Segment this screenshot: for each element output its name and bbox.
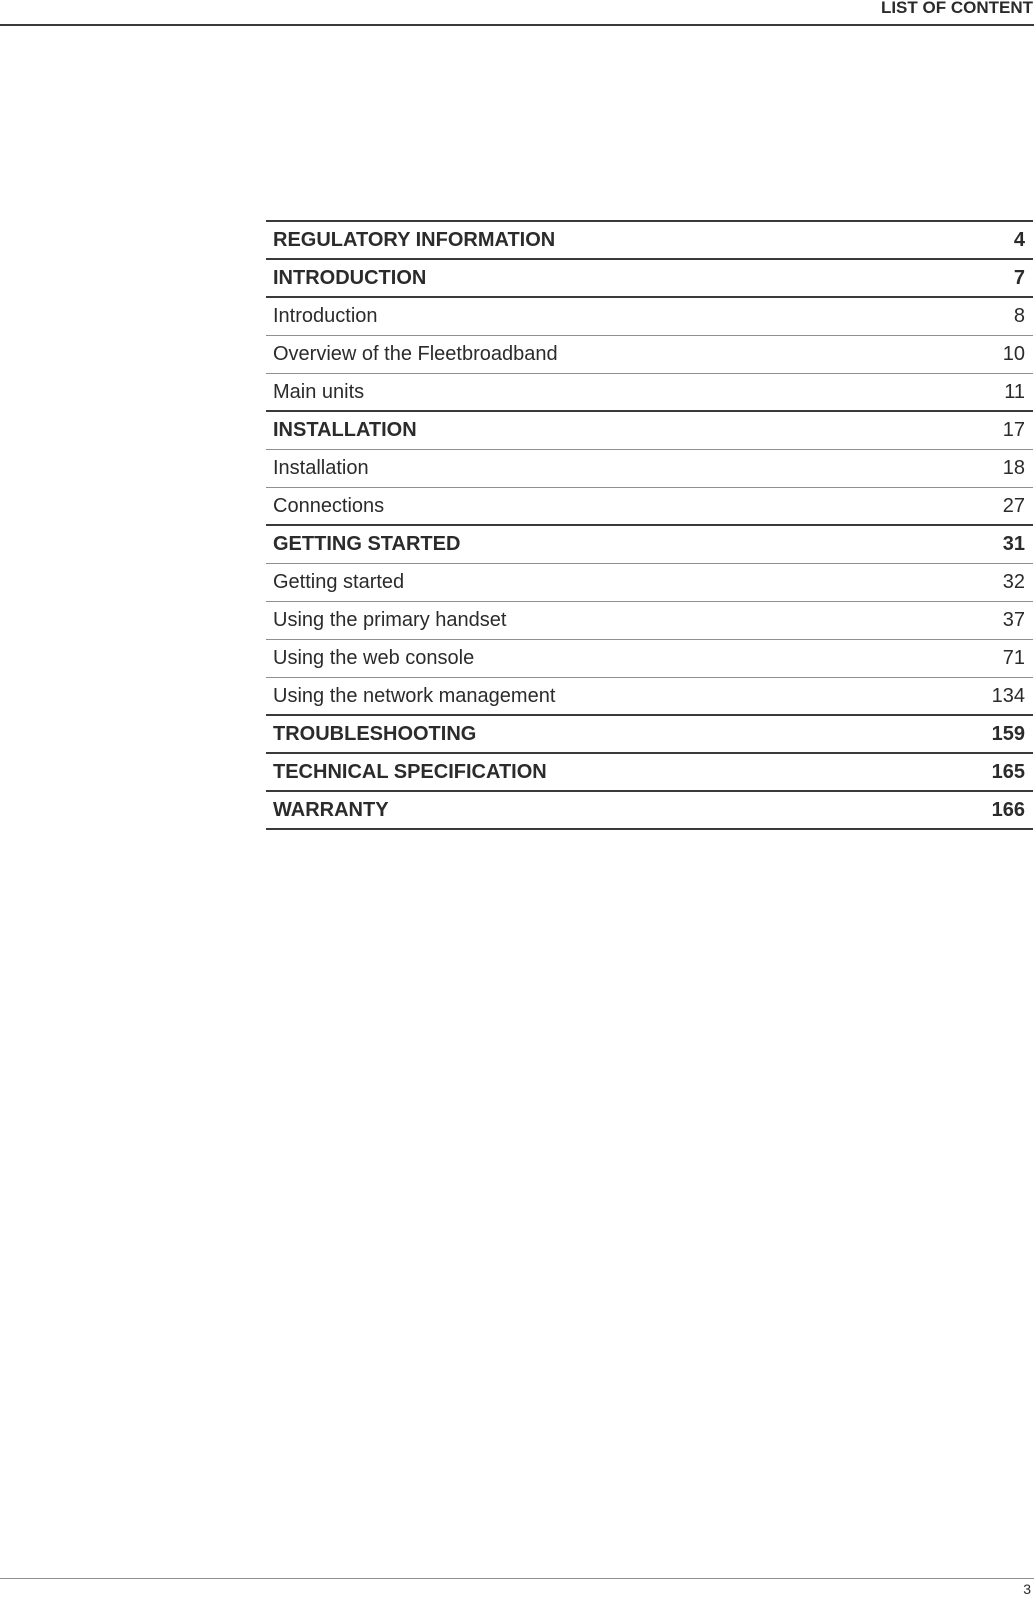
toc-entry-web-console[interactable] [266, 640, 1033, 678]
toc-entry-getting-started[interactable] [266, 564, 1033, 602]
toc-entry-page: 165 [991, 760, 1025, 783]
toc-entry-main-units[interactable] [266, 374, 1033, 412]
toc-entry-page: 18 [1002, 457, 1025, 479]
toc-entry-label: Getting started [273, 571, 405, 593]
page-number: 3 [1023, 1581, 1031, 1597]
toc-entry-page: 4 [1013, 228, 1025, 251]
toc-entry-primary-handset[interactable] [266, 602, 1033, 640]
toc-entry-label: GETTING STARTED [273, 533, 461, 555]
toc-section-troubleshooting[interactable] [266, 716, 1033, 754]
toc-section-regulatory-information[interactable] [266, 222, 1033, 260]
toc-entry-label: Using the web console [273, 647, 475, 669]
toc-entry-label: Using the network management [273, 684, 556, 707]
toc-section-warranty[interactable] [266, 792, 1033, 830]
toc-entry-label: Connections [273, 494, 385, 517]
toc-entry-network-management[interactable] [266, 678, 1033, 716]
toc-entry-page: 32 [1002, 571, 1025, 593]
toc-entry-page: 31 [1002, 533, 1025, 555]
toc-entry-page: 11 [1004, 380, 1025, 403]
toc-section-introduction[interactable] [266, 260, 1033, 298]
toc-entry-label: Main units [273, 380, 365, 403]
toc-entry-page: 166 [991, 798, 1025, 821]
toc-entry-page: 8 [1013, 305, 1025, 327]
page-footer [0, 1578, 1034, 1597]
toc-entry-page: 7 [1013, 266, 1025, 289]
toc-entry-label: Using the primary handset [273, 609, 507, 631]
toc-section-installation[interactable] [266, 412, 1033, 450]
toc-entry-page: 159 [991, 722, 1025, 745]
toc-entry-page: 134 [991, 684, 1025, 707]
toc-entry-connections[interactable] [266, 488, 1033, 526]
toc-entry-introduction[interactable] [266, 298, 1033, 336]
toc-section-getting-started[interactable] [266, 526, 1033, 564]
toc-entry-installation[interactable] [266, 450, 1033, 488]
toc-entry-page: 71 [1002, 647, 1025, 669]
toc-entry-label: TECHNICAL SPECIFICATION [273, 760, 547, 783]
page-header [0, 0, 1034, 26]
toc-entry-label: TROUBLESHOOTING [273, 722, 477, 745]
table-of-contents [266, 220, 1033, 830]
toc-entry-page: 10 [1002, 343, 1025, 365]
toc-entry-label: WARRANTY [273, 798, 389, 821]
toc-entry-label: Introduction [273, 305, 378, 327]
toc-entry-label: Installation [273, 457, 369, 479]
toc-section-technical-specification[interactable] [266, 754, 1033, 792]
toc-entry-page: 17 [1002, 419, 1025, 441]
toc-entry-label: Overview of the Fleetbroadband [273, 343, 558, 365]
toc-entry-label: INTRODUCTION [273, 266, 427, 289]
toc-entry-overview[interactable] [266, 336, 1033, 374]
toc-entry-page: 27 [1002, 494, 1025, 517]
page-title: LIST OF CONTENT [880, 0, 1033, 17]
toc-entry-label: INSTALLATION [273, 419, 417, 441]
toc-entry-label: REGULATORY INFORMATION [273, 228, 556, 251]
toc-entry-page: 37 [1002, 609, 1025, 631]
